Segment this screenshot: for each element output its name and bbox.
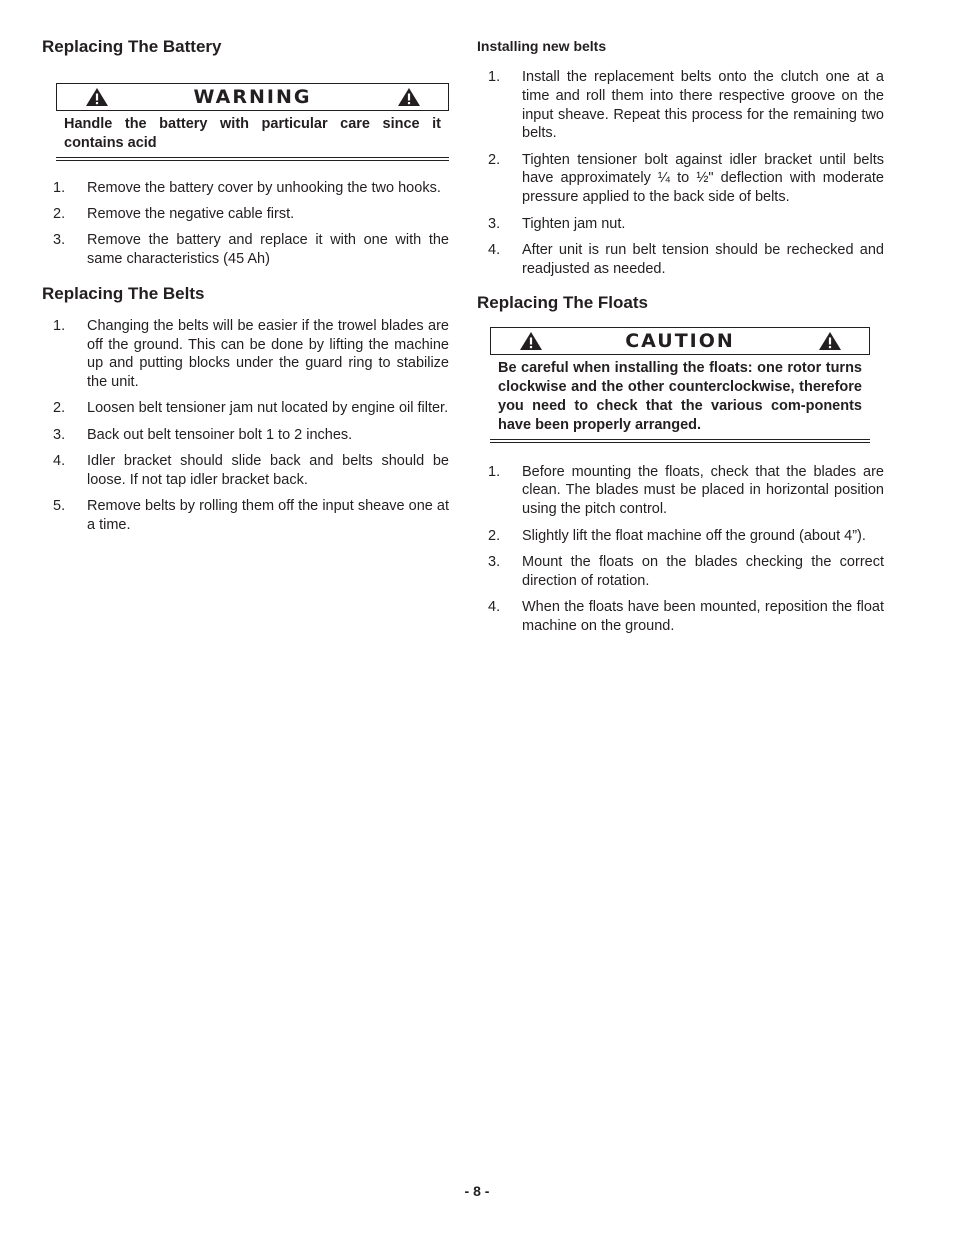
step-text: When the floats have been mounted, reposition the float machine on the ground.	[522, 598, 884, 634]
warning-triangle-icon	[397, 87, 421, 107]
step-text: Remove the battery and replace it with one with the same characteristics (45 Ah)	[87, 232, 449, 267]
list-item	[477, 151, 884, 207]
list-item	[477, 215, 884, 234]
caution-title: CAUTION	[625, 330, 735, 353]
step-text: Loosen belt tensioner jam nut located by engine oil filter.	[87, 400, 449, 417]
step-number: 4.	[488, 598, 501, 615]
step-number: 2.	[488, 527, 501, 544]
step-text: Remove belts by rolling them off the input sheave one at a time.	[87, 498, 449, 533]
step-text: Install the replacement belts onto the clutch one at a time and roll them into there respective groove on the input sheave. Repeat this process for the remaining two belts.	[522, 69, 884, 142]
step-number: 2.	[53, 400, 66, 417]
step-text: Tighten tensioner bolt against idler bracket until belts have approximately ¼ to ½" deflection with moderate pressure applied to the back side of belts.	[522, 151, 884, 206]
step-text: Tighten jam nut.	[522, 215, 626, 232]
step-text: Back out belt tensoiner bolt 1 to 2 inches.	[87, 426, 353, 443]
caution-bottom-rule	[490, 439, 870, 443]
step-number: 3.	[53, 426, 66, 443]
list-item	[42, 231, 449, 269]
left-column	[42, 36, 449, 542]
list-item	[477, 241, 884, 279]
step-text: Mount the floats on the blades checking the correct direction of rotation.	[522, 553, 884, 589]
list-item	[477, 68, 884, 143]
step-number: 2.	[488, 151, 501, 168]
step-text: Remove the battery cover by unhooking the two hooks.	[87, 179, 441, 196]
step-number: 1.	[53, 317, 66, 334]
warning-triangle-icon	[85, 87, 109, 107]
battery-heading: Replacing The Battery	[42, 37, 222, 56]
step-text: Remove the negative cable first.	[87, 205, 295, 222]
floats-steps	[477, 463, 884, 636]
step-number: 2.	[53, 205, 66, 222]
warning-triangle-icon	[519, 331, 543, 351]
step-number: 1.	[488, 463, 501, 480]
list-item	[42, 179, 449, 198]
step-text: Before mounting the floats, check that the blades are clean. The blades must be placed in horizontal position using the pitch control.	[522, 463, 884, 518]
new-belts-steps	[477, 68, 884, 278]
caution-header	[490, 327, 870, 355]
step-number: 4.	[53, 453, 66, 470]
warning-triangle-icon	[818, 331, 842, 351]
caution-box	[490, 327, 870, 442]
step-text: Changing the belts will be easier if the trowel blades are off the ground. This can be done by lifting the machine up and putting blocks under the guard ring to stabilize the unit.	[87, 317, 449, 391]
list-item	[42, 205, 449, 224]
list-item	[42, 426, 449, 445]
step-text: After unit is run belt tension should be rechecked and readjusted as needed.	[522, 241, 884, 277]
list-item	[42, 452, 449, 490]
list-item	[42, 317, 449, 392]
list-item	[477, 598, 884, 636]
step-number: 1.	[488, 69, 501, 85]
list-item	[477, 463, 884, 519]
right-column	[477, 36, 884, 643]
step-number: 1.	[53, 179, 66, 196]
page-number: - 8 -	[464, 1183, 490, 1199]
new-belts-heading: Installing new belts	[477, 38, 607, 54]
list-item	[42, 399, 449, 418]
caution-text: Be careful when installing the floats: one rotor turns clockwise and the other counterclockwise, therefore you need to check that the various com-ponents have been properly arranged.	[498, 360, 862, 433]
warning-box	[56, 83, 449, 161]
warning-bottom-rule	[56, 157, 449, 161]
belts-heading: Replacing The Belts	[42, 283, 205, 303]
battery-steps	[42, 179, 449, 269]
step-number: 3.	[488, 553, 501, 570]
warning-text: Handle the battery with particular care since it contains acid	[64, 116, 441, 151]
step-text: Idler bracket should slide back and belts should be loose. If not tap idler bracket back.	[87, 453, 449, 488]
step-number: 3.	[488, 215, 501, 232]
warning-title: WARNING	[193, 86, 312, 108]
warning-header	[56, 83, 449, 111]
floats-heading: Replacing The Floats	[477, 293, 648, 313]
list-item	[477, 553, 884, 591]
step-number: 3.	[53, 232, 66, 249]
list-item	[477, 527, 884, 546]
list-item	[42, 497, 449, 535]
step-text: Slightly lift the float machine off the ground (about 4”).	[522, 527, 866, 544]
belts-steps	[42, 317, 449, 535]
step-number: 5.	[53, 498, 66, 515]
step-number: 4.	[488, 241, 501, 258]
